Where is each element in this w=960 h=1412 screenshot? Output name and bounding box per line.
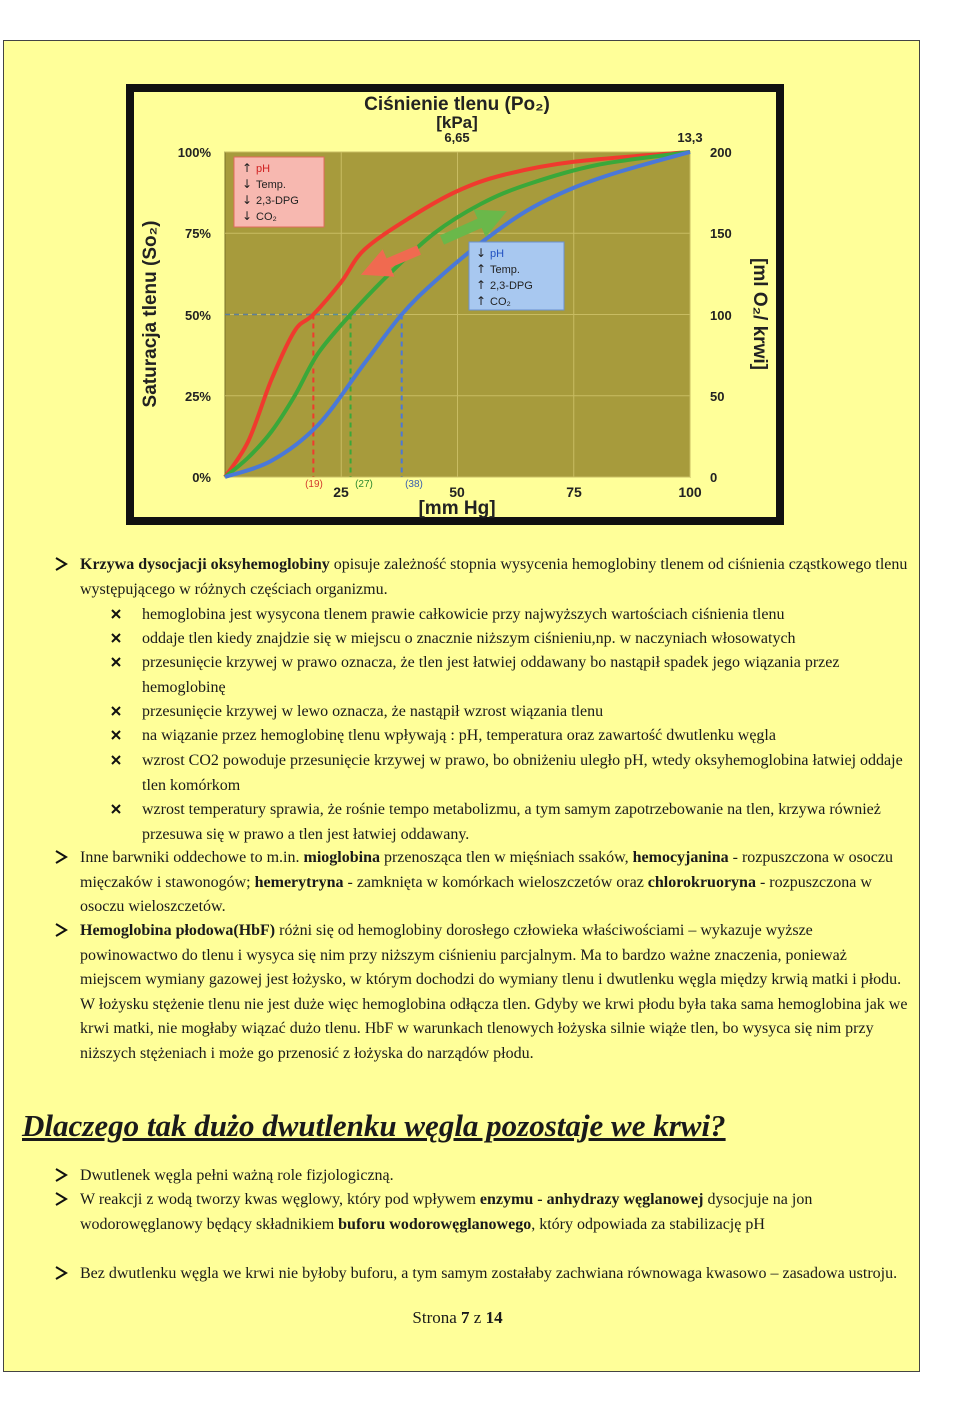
footer-mid: z (469, 1308, 486, 1327)
right-shift-legend (469, 242, 564, 310)
sub-bullet-item (110, 603, 910, 628)
cross-bullet-icon (110, 608, 122, 620)
y-right-tick-label: 100 (710, 308, 732, 323)
bullet-text (52, 1188, 912, 1237)
sub-bullet-item (110, 749, 910, 798)
text-run: - zamknięta w komórkach wieloszczetów oraz (343, 873, 648, 891)
bullet-text (52, 919, 912, 1066)
oxygen-dissociation-chart (124, 82, 786, 527)
p50-label-blue: (38) (405, 479, 423, 490)
chart-title-unit: [kPa] (436, 113, 478, 132)
text-run: opisuje zależność stopnia wysycenia hemoglobiny tlenem od ciśnienia cząstkowego tlenu występującego w różnych częściach organizmu. (80, 556, 908, 598)
legend-arrow-up: ↑ (476, 278, 487, 292)
bullet-text (52, 553, 912, 602)
left-shift-legend (234, 157, 324, 227)
text-run: różni się od hemoglobiny dorosłego człowieka właściwościami – wykazuje wyższe powinowactwo do tlenu i wysyca się nim przy niższym ciśnieniu parcjalnym. Ma to bardzo ważne znaczenia, ponieważ miejscem wymiany gazowej jest łożysko, w którym dochodzi do wymiany tlenu i dwutlenku węgla między krwią matki i płodu. W łożysku stężenie tlenu nie jest duże więc hemoglobina odłącza tlen. Gdyby we krwi płodu była taka sama hemoglobina jak we krwi matki, nie mogłaby wiązać dużo tlenu. HbF w warunkach tlenowych łożyska silnie wiąże tlen, bo wysyca się nim przy niższych stężeniach i może go przenosić z łożyska do narządów płodu. (80, 922, 908, 1062)
y-tick-label: 50% (184, 308, 211, 323)
bold-term: buforu wodorowęglanowego (338, 1215, 532, 1233)
arrowhead-bullet-icon (52, 1263, 72, 1283)
text-run: Dwutlenek węgla pełni ważną role fizjologiczną. (80, 1167, 394, 1184)
sub-bullet-item (110, 724, 910, 749)
legend-item: pH (256, 163, 271, 175)
legend-arrow-down: ↓ (242, 177, 253, 191)
arrowhead-bullet-icon (52, 847, 72, 867)
text-run: , który odpowiada za stabilizację pH (531, 1215, 765, 1233)
cross-bullet-icon (110, 656, 122, 668)
arrowhead-bullet-icon (52, 1189, 72, 1209)
bullet-text (52, 1262, 912, 1287)
y-left-axis-label: Saturacja tlenu (So₂) (140, 220, 161, 408)
x-tick-label: 75 (566, 484, 582, 500)
bold-term: chlorokruoryna (647, 873, 756, 891)
text-run: przenosząca tlen w mięśniach ssaków, (379, 849, 633, 866)
bullet-co2-role (52, 1164, 912, 1189)
bullet-text (52, 1164, 912, 1189)
bold-term: enzymu - anhydrazy węglanowej (479, 1191, 704, 1208)
y-right-axis-label: [ml O₂/ krwi] (749, 258, 770, 370)
bullet-dissociation-curve (52, 553, 912, 602)
legend-item: CO₂ (490, 296, 511, 308)
text-run: - rozpuszczona w osoczu wieloszczetów. (80, 873, 872, 915)
y-right-tick-label: 200 (710, 145, 732, 160)
bullet-carbonic-acid (52, 1188, 912, 1237)
footer-page-total: 14 (485, 1308, 503, 1327)
cross-bullet-icon (110, 803, 122, 815)
sub-bullet-text: przesunięcie krzywej w lewo oznacza, że nastąpił wzrost wiązania tlenu (142, 703, 604, 720)
p50-label-red: (19) (305, 479, 323, 490)
sub-bullet-text: na wiązanie przez hemoglobinę tlenu wpływają : pH, temperatura oraz zawartość dwutlenku węgla (142, 727, 776, 744)
bold-term: hemerytryna (254, 873, 344, 891)
bullet-text (52, 846, 912, 920)
sub-bullet-item (110, 651, 910, 700)
legend-arrow-up: ↑ (476, 294, 487, 308)
y-right-tick-label: 0 (710, 470, 718, 485)
text-run: dysocjuje na jon wodorowęglanowy będący składnikiem (80, 1191, 813, 1233)
bold-term: mioglobina (303, 849, 380, 866)
y-tick-label: 0% (192, 470, 211, 485)
arrowhead-bullet-icon (52, 554, 72, 574)
text-run: Inne barwniki oddechowe to m.in. (80, 849, 304, 866)
cross-bullet-icon (110, 754, 122, 766)
footer-prefix: Strona (412, 1308, 462, 1327)
x-tick-label: 25 (333, 484, 349, 500)
y-right-tick-label: 50 (710, 389, 725, 404)
text-run: - rozpuszczona w osoczu mięczaków i stawonogów; (80, 849, 893, 891)
legend-arrow-up: ↑ (242, 161, 253, 175)
y-right-tick-label: 150 (710, 226, 732, 241)
arrowhead-bullet-icon (52, 1165, 72, 1185)
bold-term: hemocyjanina (632, 849, 729, 866)
page-footer (0, 1308, 915, 1328)
y-tick-label: 25% (184, 389, 211, 404)
sub-bullet-item (110, 798, 910, 847)
x-tick-label: 100 (678, 484, 702, 500)
bold-term: Hemoglobina płodowa(HbF) (80, 922, 276, 939)
cross-bullet-icon (110, 729, 122, 741)
sub-bullet-item (110, 700, 910, 725)
y-tick-label: 100% (177, 145, 211, 160)
footer-page-number: 7 (461, 1308, 470, 1327)
top-tick-label: 6,65 (444, 130, 470, 145)
bullet-fetal-hemoglobin (52, 919, 912, 1066)
legend-item: pH (490, 248, 505, 260)
legend-item: 2,3-DPG (256, 195, 299, 207)
legend-item: Temp. (256, 179, 286, 191)
text-run: W reakcji z wodą tworzy kwas węglowy, który pod wpływem (80, 1191, 480, 1208)
y-tick-label: 75% (184, 226, 211, 241)
sub-bullet-text: hemoglobina jest wysycona tlenem prawie całkowicie przy najwyższych wartościach ciśnienia tlenu (142, 606, 785, 623)
legend-arrow-up: ↑ (476, 262, 487, 276)
cross-bullet-icon (110, 705, 122, 717)
bold-term: Krzywa dysocjacji oksyhemoglobiny (80, 556, 330, 573)
legend-arrow-down: ↓ (476, 246, 487, 260)
section-heading: Dlaczego tak dużo dwutlenku węgla pozostaje we krwi? (22, 1108, 726, 1143)
legend-item: CO₂ (256, 211, 277, 223)
sub-bullet-item (110, 627, 910, 652)
legend-item: 2,3-DPG (490, 280, 533, 292)
p50-labels (305, 479, 423, 490)
sub-bullet-text: wzrost CO2 powoduje przesunięcie krzywej w prawo, bo obniżeniu uległo pH, wtedy oksyhemoglobina łatwiej oddaje tlen komórkom (142, 752, 903, 794)
top-tick-label: 13,3 (677, 130, 703, 145)
arrowhead-bullet-icon (52, 920, 72, 940)
sub-bullet-text: wzrost temperatury sprawia, że rośnie tempo metabolizmu, a tym samym zapotrzebowanie na tlen, krzywa również przesuwa się w prawo a tlen jest łatwiej oddawany. (142, 801, 881, 843)
legend-item: Temp. (490, 264, 520, 276)
p50-label-green: (27) (355, 479, 373, 490)
bullet-other-pigments (52, 846, 912, 920)
legend-arrow-down: ↓ (242, 209, 253, 223)
x-axis-label: [mm Hg] (418, 498, 496, 519)
sub-bullet-text: przesunięcie krzywej w prawo oznacza, że tlen jest łatwiej oddawany bo nastąpił spadek jego wiązania przez hemoglobinę (142, 654, 840, 696)
text-run: Bez dwutlenku węgla we krwi nie byłoby buforu, a tym samym zostałaby zachwiana równowaga kwasowo – zasadowa ustroju. (80, 1265, 898, 1282)
x-tick-label: 50 (449, 484, 465, 500)
bullet-buffer (52, 1262, 912, 1287)
sub-bullet-text: oddaje tlen kiedy znajdzie się w miejscu o znacznie niższym ciśnieniu,np. w naczyniach włosowatych (142, 630, 796, 647)
legend-arrow-down: ↓ (242, 193, 253, 207)
cross-bullet-icon (110, 632, 122, 644)
chart-title: Ciśnienie tlenu (Po₂) (364, 94, 550, 115)
